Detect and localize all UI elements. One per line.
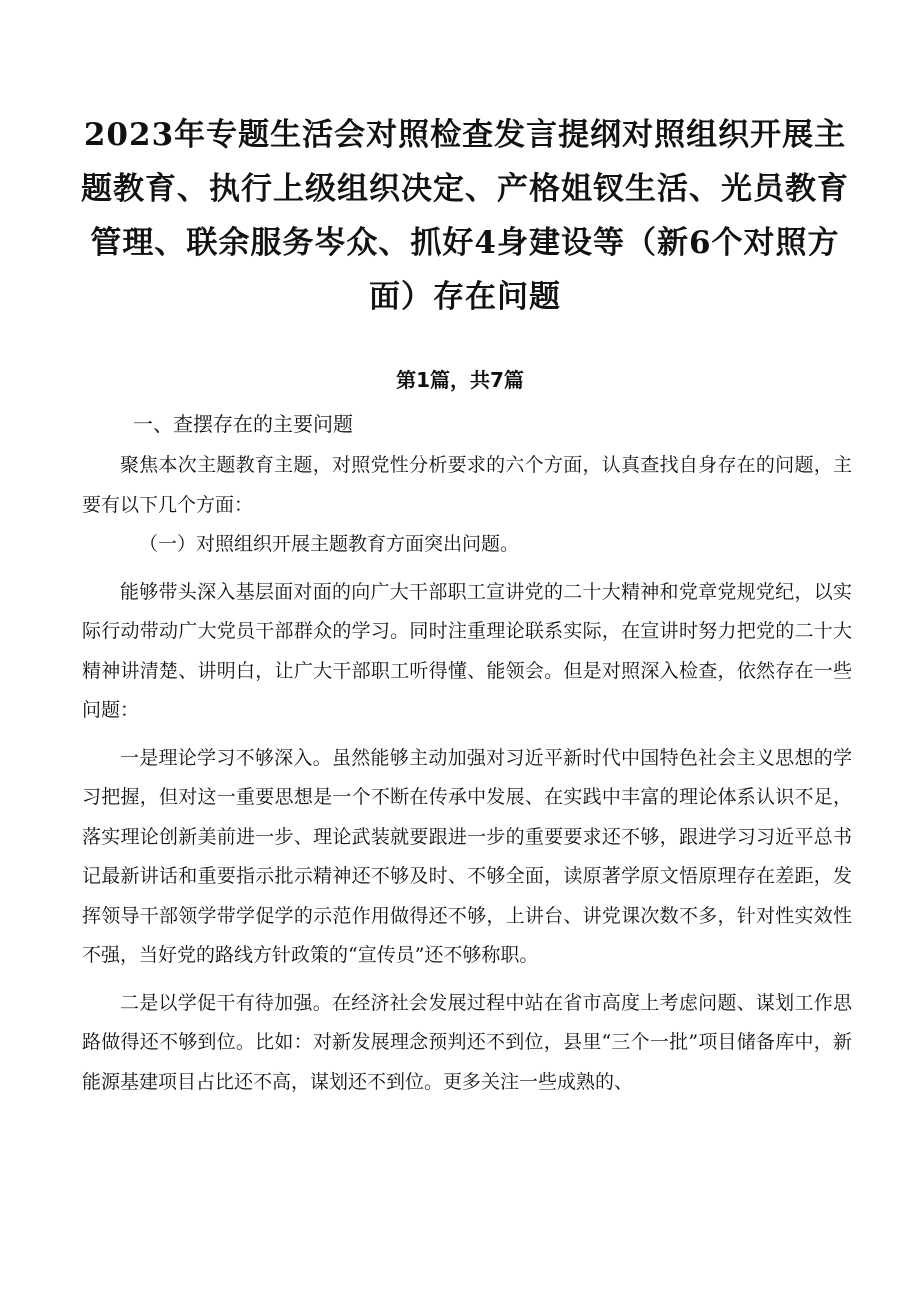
section-heading: 一、查摆存在的主要问题 xyxy=(133,412,353,436)
document-title: 2023年专题生活会对照检查发言提纲对照组织开展主题教育、执行上级组织决定、产格姐钗生活、光员教育管理、联余服务岑众、抓好4身建设等（新6个对照方面）存在问题 xyxy=(81,117,849,315)
paragraph-intro: 聚焦本次主题教育主题，对照党性分析要求的六个方面，认真查找自身存在的问题，主要有以下几个方面： xyxy=(82,454,852,516)
part-label: 第1篇，共7篇 xyxy=(396,368,524,392)
paragraph-point-one: 一是理论学习不够深入。虽然能够主动加强对习近平新时代中国特色社会主义思想的学习把握，但对这一重要思想是一个不断在传承中发展、在实践中丰富的理论体系认识不足，落实理论创新美前进一步、理论武装就要跟进一步的重要要求还不够，跟进学习习近平总书记最新讲话和重要指示批示精神还不够及时、不够全面，读原著学原文悟原理存在差距，发挥领导干部领学带学促学的示范作用做得还不够，上讲台、讲党课次数不多，针对性实效性不强，当好党的路线方针政策的“宣传员”还不够称职。 xyxy=(82,746,852,966)
paragraph-point-two: 二是以学促干有待加强。在经济社会发展过程中站在省市高度上考虑问题、谋划工作思路做得还不够到位。比如：对新发展理念预判还不到位，县里“三个一批”项目储备库中，新能源基建项目占比还不高，谋划还不到位。更多关注一些成熟的、 xyxy=(82,991,852,1093)
document-body xyxy=(82,446,852,1102)
paragraph-overview: 能够带头深入基层面对面的向广大干部职工宣讲党的二十大精神和党章党规党纪，以实际行动带动广大党员干部群众的学习。同时注重理论联系实际，在宣讲时努力把党的二十大精神讲清楚、讲明白，让广大干部职工听得懂、能领会。但是对照深入检查，依然存在一些问题： xyxy=(82,580,852,721)
paragraph-subheading: （一）对照组织开展主题教育方面突出问题。 xyxy=(139,533,520,555)
